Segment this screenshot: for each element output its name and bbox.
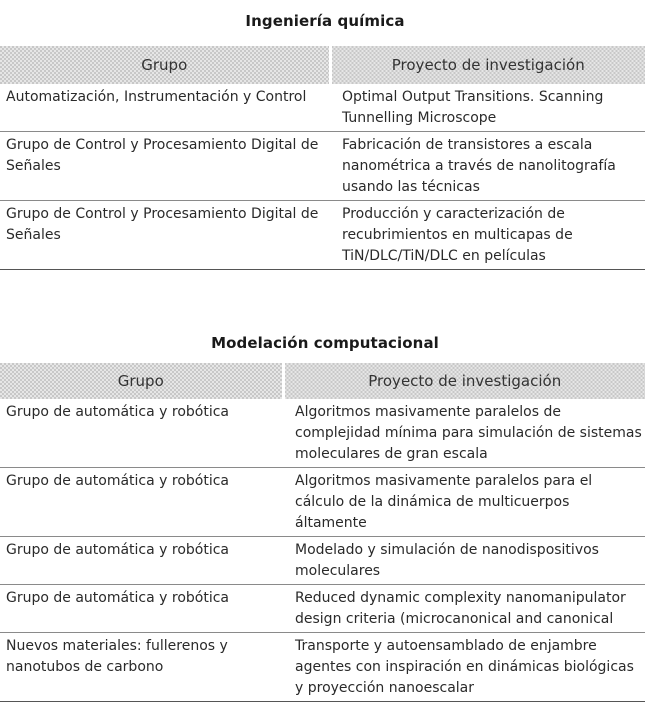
cell-grupo: Grupo de automática y robótica xyxy=(0,468,283,537)
table-row xyxy=(0,201,645,270)
table-header-row xyxy=(0,363,645,399)
table-row xyxy=(0,399,645,468)
section-title: Modelación computacional xyxy=(211,334,439,352)
cell-proyecto: Transporte y autoensamblado de enjambre agentes con inspiración en dinámicas biológicas y proyección nanoescalar xyxy=(283,633,645,702)
section-ingenieria-quimica xyxy=(0,10,650,270)
table-row xyxy=(0,537,645,585)
table-header-row xyxy=(0,46,645,84)
cell-proyecto: Reduced dynamic complexity nanomanipulator design criteria (microcanonical and canonical xyxy=(283,585,645,633)
section-title: Ingeniería química xyxy=(245,12,405,30)
cell-grupo: Automatización, Instrumentación y Control xyxy=(0,84,330,132)
cell-proyecto: Algoritmos masivamente paralelos de complejidad mínima para simulación de sistemas moleculares de gran escala xyxy=(283,399,645,468)
cell-proyecto: Producción y caracterización de recubrimientos en multicapas de TiN/DLC/TiN/DLC en películas xyxy=(330,201,645,270)
table-row xyxy=(0,132,645,201)
cell-grupo: Grupo de automática y robótica xyxy=(0,585,283,633)
cell-grupo: Grupo de Control y Procesamiento Digital de Señales xyxy=(0,201,330,270)
column-header-grupo: Grupo xyxy=(0,46,330,84)
cell-proyecto: Modelado y simulación de nanodispositivos moleculares xyxy=(283,537,645,585)
research-table xyxy=(0,46,645,270)
cell-proyecto: Fabricación de transistores a escala nanométrica a través de nanolitografía usando las técnicas xyxy=(330,132,645,201)
cell-grupo: Grupo de Control y Procesamiento Digital de Señales xyxy=(0,132,330,201)
cell-grupo: Grupo de automática y robótica xyxy=(0,537,283,585)
table-row xyxy=(0,585,645,633)
column-header-proyecto: Proyecto de investigación xyxy=(283,363,645,399)
research-table xyxy=(0,363,645,702)
cell-proyecto: Algoritmos masivamente paralelos para el cálculo de la dinámica de multicuerpos áltamente xyxy=(283,468,645,537)
cell-grupo: Grupo de automática y robótica xyxy=(0,399,283,468)
table-row xyxy=(0,468,645,537)
section-modelacion-computacional xyxy=(0,333,650,702)
cell-grupo: Nuevos materiales: fullerenos y nanotubos de carbono xyxy=(0,633,283,702)
cell-proyecto: Optimal Output Transitions. Scanning Tunnelling Microscope xyxy=(330,84,645,132)
table-row xyxy=(0,633,645,702)
table-row xyxy=(0,84,645,132)
column-header-proyecto: Proyecto de investigación xyxy=(330,46,645,84)
column-header-grupo: Grupo xyxy=(0,363,283,399)
